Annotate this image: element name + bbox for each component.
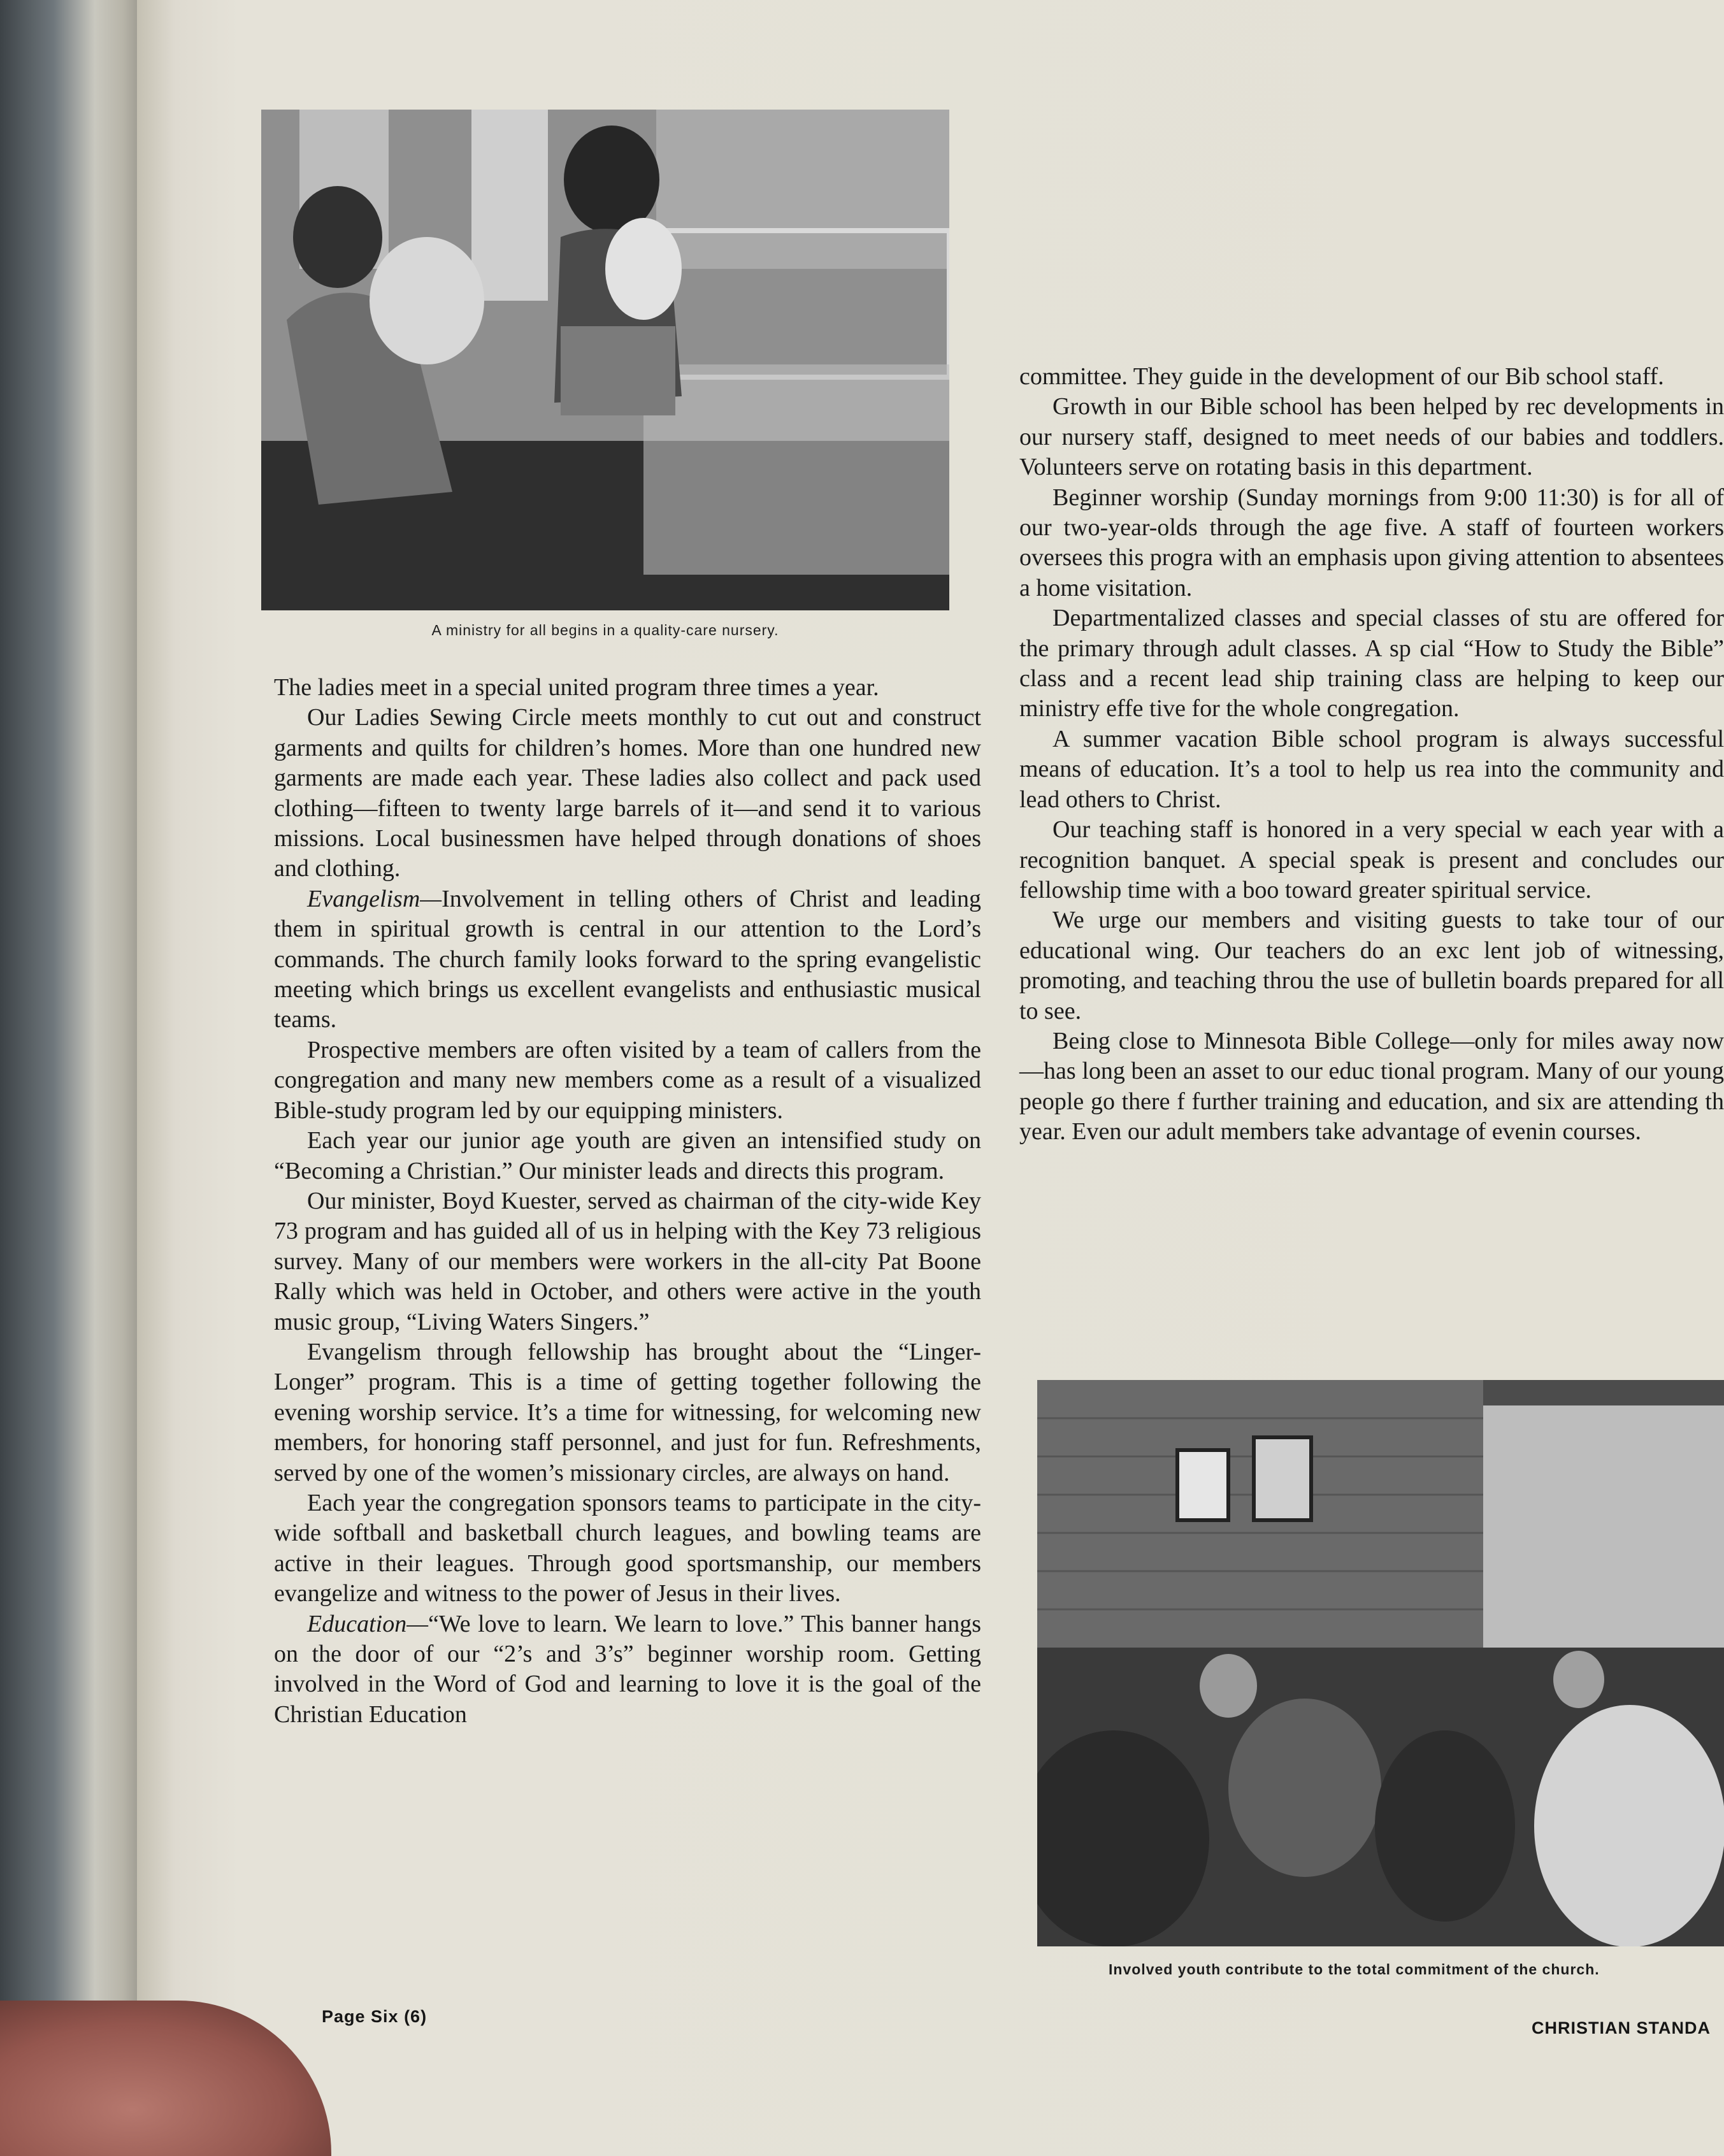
paragraph: Being close to Minnesota Bible College—only for miles away now—has long been an asset to our educ tional program. Many of our young people go there f further training and education, and six are attending th year. Even our adult members take advantage of evenin courses. [1019,1027,1724,1146]
section-head-education: Education— [307,1610,428,1637]
nursery-photo-illustration [261,110,949,610]
paragraph: Each year the congregation sponsors teams to participate in the city-wide softball and basketball church leagues, and bowling teams are active in their leagues. Through good sportsmanship, our members evangelize and witness to the power of Jesus in their lives. [274,1489,981,1607]
paragraph: Our minister, Boyd Kuester, served as chairman of the city-wide Key 73 program and has guided all of us in helping with the Key 73 religious survey. Many of our members were workers in the all-city Pat Boone Rally which was held in October, and others were active in the youth music group, “Living Waters Singers.” [274,1187,981,1335]
paragraph: The ladies meet in a special united program three times a year. [274,674,879,701]
book-binding [0,0,153,2156]
paragraph-text: “We love to learn. We learn to love.” This banner hangs on the door of our “2’s and 3’s” beginner worship room. Getting involved in the Word of God and learning to love it is the goal of the Christian Education [274,1610,981,1728]
paragraph-evangelism [274,884,981,1035]
paragraph: Beginner worship (Sunday mornings from 9:00 11:30) is for all of our two-year-olds through the age five. A staff of fourteen workers oversees this progra with an emphasis upon giving attention to absentees a home visitation. [1019,484,1724,601]
paragraph: Our teaching staff is honored in a very special w each year with a recognition banquet. A special speak is present and concludes our fellowship time with a boo toward greater spiritual service. [1019,816,1724,903]
paragraph: Departmentalized classes and special classes of stu are offered for the primary through adult classes. A sp cial “How to Study the Bible” class and a recent lead ship training class are helping to keep our ministry effe tive for the whole congregation. [1019,605,1724,722]
youth-photo [1037,1380,1724,1946]
paragraph: Each year our junior age youth are given an intensified study on “Becoming a Christian.” Our minister leads and directs this program. [274,1127,981,1184]
nursery-photo-caption: A ministry for all begins in a quality-care nursery. [431,622,779,638]
paragraph: We urge our members and visiting guests to take tour of our educational wing. Our teachers do an exc lent job of witnessing, promoting, and teaching throu the use of bulletin boards prepared for all to see. [1019,907,1724,1024]
publication-name: CHRISTIAN STANDA [1532,2018,1711,2037]
article-column-right [1019,362,1724,1147]
paragraph: committee. They guide in the development of our Bib school staff. [1019,363,1664,390]
article-column-left [274,673,981,1730]
paragraph: Evangelism through fellowship has brought about the “Linger-Longer” program. This is a time of getting together following the evening worship service. It’s a time for witnessing, for welcoming new members, for honoring staff personnel, and just for fun. Refreshments, served by one of the women’s missionary circles, are always on hand. [274,1338,981,1486]
youth-photo-illustration [1037,1380,1724,1946]
paragraph: Prospective members are often visited by a team of callers from the congregation and many new members come as a result of a visualized Bible-study program led by our equipping ministers. [274,1036,981,1124]
youth-photo-caption: Involved youth contribute to the total commitment of the church. [1109,1961,1600,1978]
paragraph-education [274,1609,981,1730]
nursery-photo [261,110,949,610]
paragraph: Growth in our Bible school has been helped by rec developments in our nursery staff, designed to meet needs of our babies and toddlers. Volunteers serve on rotating basis in this department. [1019,393,1724,481]
section-head-evangelism: Evangelism— [307,885,442,912]
paragraph: A summer vacation Bible school program is always successful means of education. It’s a tool to help us rea into the community and lead others to Christ. [1019,725,1724,813]
paragraph-text: Involvement in telling others of Christ and leading them in spiritual growth is central in our attention to the Lord’s commands. The church family looks forward to the spring evangelistic meeting which brings us excellent evangelists and enthusiastic musical teams. [274,885,981,1033]
page-number: Page Six (6) [322,2007,427,2026]
paragraph: Our Ladies Sewing Circle meets monthly to cut out and construct garments and quilts for children’s homes. More than one hundred new garments are made each year. These ladies also collect and pack used clothing—fifteen to twenty large barrels of it—and send it to various missions. Local businessmen have helped through donations of shoes and clothing. [274,704,981,882]
